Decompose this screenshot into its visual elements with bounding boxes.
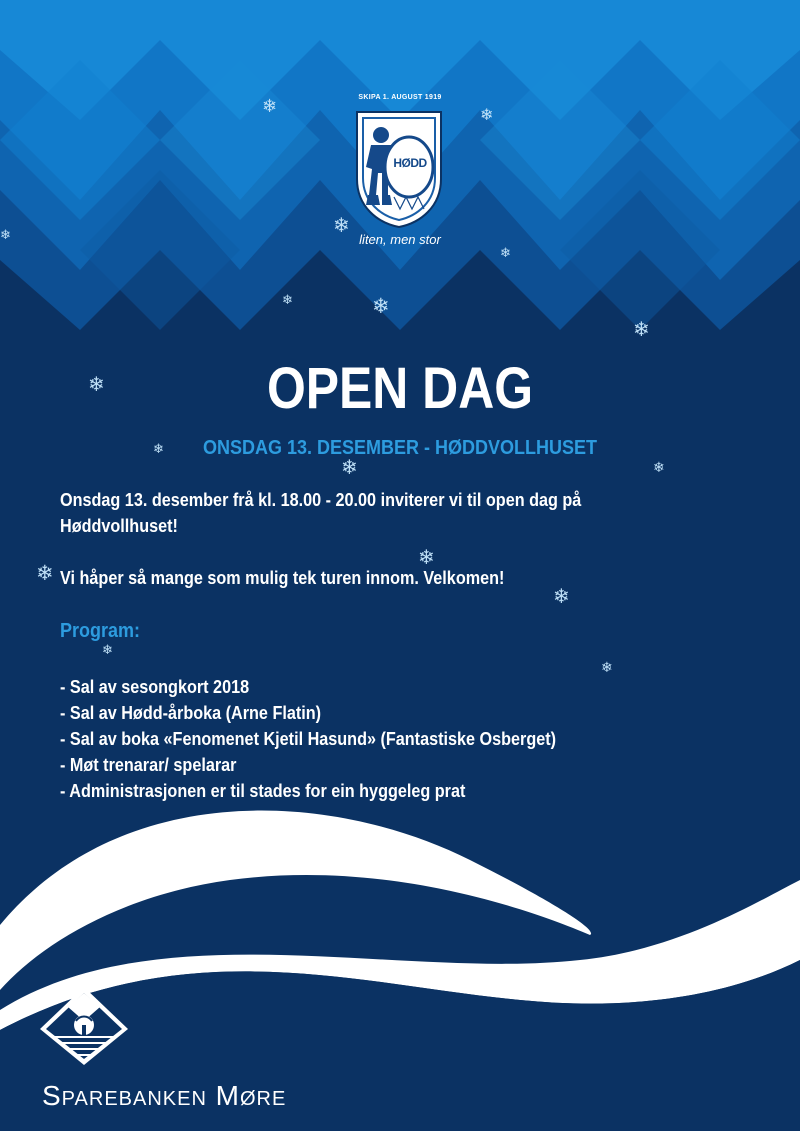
snowflake-icon: ❄ <box>36 562 54 585</box>
snowflake-icon: ❄ <box>372 295 390 318</box>
snowflake-icon: ❄ <box>633 319 650 341</box>
crest-founded-text: SKIPA 1. AUGUST 1919 <box>358 94 442 101</box>
snowflake-icon: ❄ <box>0 227 11 242</box>
snowflake-icon: ❄ <box>88 374 105 396</box>
page-title: OPEN DAG <box>266 356 534 421</box>
snowflake-icon: ❄ <box>418 547 435 569</box>
snowflake-icon: ❄ <box>601 659 613 675</box>
welcome-text: Vi håper så mange som mulig tek turen innom. Velkomen! <box>60 568 505 588</box>
list-item: - Sal av boka «Fenomenet Kjetil Hasund» (Fantastiske Osberget) <box>60 729 557 749</box>
list-item: - Sal av Hødd-årboka (Arne Flatin) <box>60 703 322 723</box>
crest-motto: liten, men stor <box>359 232 441 247</box>
intro-paragraph <box>60 487 681 539</box>
snowflake-icon: ❄ <box>102 642 113 657</box>
snowflake-icon: ❄ <box>262 96 278 116</box>
snowflake-icon: ❄ <box>553 586 570 608</box>
subtitle: ONSDAG 13. DESEMBER - HØDDVOLLHUSET <box>202 437 598 459</box>
list-item: - Sal av sesongkort 2018 <box>60 677 250 697</box>
intro-line: Høddvollhuset! <box>60 516 178 536</box>
sponsor-name: Sparebanken Møre <box>42 1080 287 1111</box>
list-item: - Møt trenarar/ spelarar <box>60 755 237 775</box>
snowflake-icon: ❄ <box>282 292 293 307</box>
snowflake-icon: ❄ <box>153 441 164 456</box>
snowflake-icon: ❄ <box>500 245 511 260</box>
intro-line: Onsdag 13. desember frå kl. 18.00 - 20.00 inviterer vi til open dag på <box>60 490 582 510</box>
list-item: - Administrasjonen er til stades for ein hyggeleg prat <box>60 781 466 801</box>
crest-monogram: HØDD <box>393 156 427 170</box>
program-list <box>60 674 750 804</box>
snowflake-icon: ❄ <box>333 215 350 237</box>
program-heading: Program: <box>60 620 141 642</box>
snowflake-icon: ❄ <box>653 459 665 475</box>
snowflake-icon: ❄ <box>341 457 358 479</box>
sparebanken-more-logo <box>38 985 130 1067</box>
snowflake-icon: ❄ <box>480 107 494 124</box>
